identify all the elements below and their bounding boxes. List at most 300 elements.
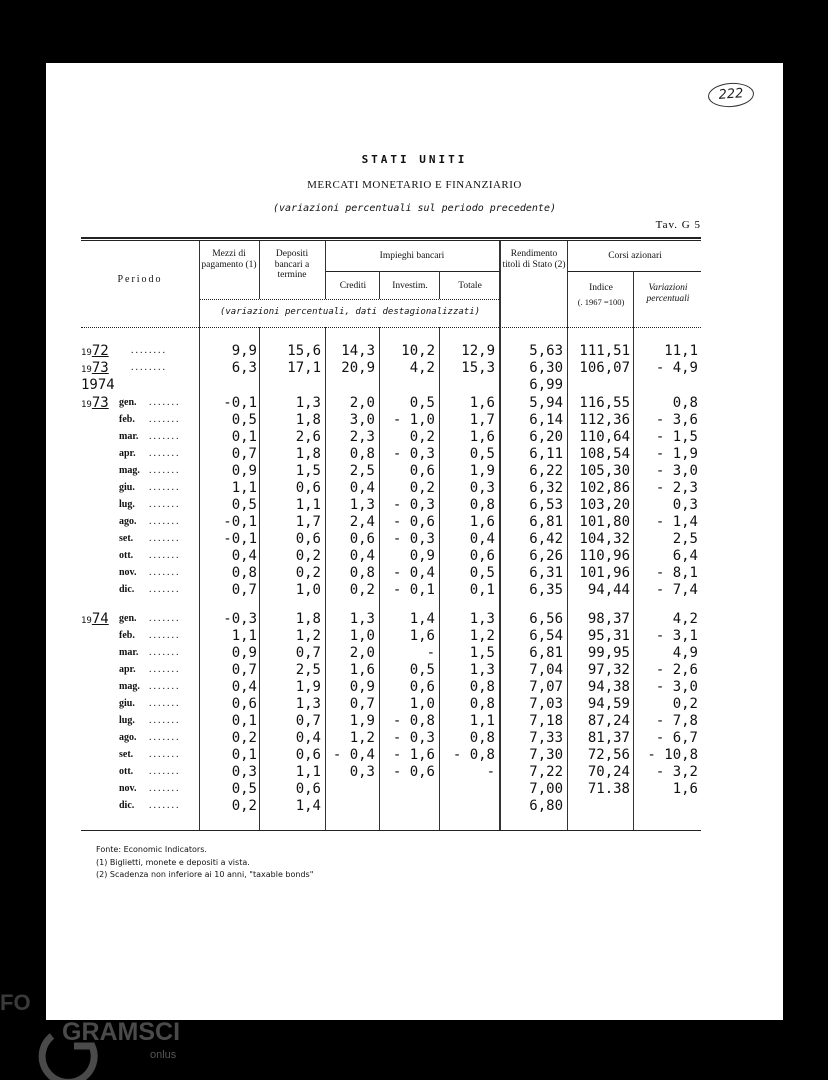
cell-col-5: 15,3 xyxy=(461,360,495,376)
period-year: 1974 xyxy=(81,377,115,393)
cell-col-6: 6,20 xyxy=(529,429,563,445)
table-row xyxy=(81,662,701,679)
cell-col-8: 4,2 xyxy=(672,611,698,627)
cell-col-1: 0,6 xyxy=(231,696,257,712)
cell-col-8: - 7,4 xyxy=(655,582,698,598)
cell-col-5: 1,6 xyxy=(469,395,495,411)
cell-col-3: 1,6 xyxy=(349,662,375,678)
cell-col-5: 1,5 xyxy=(469,645,495,661)
cell-col-7: 101,96 xyxy=(579,565,630,581)
cell-col-4: - 0,6 xyxy=(392,764,435,780)
cell-col-5: 0,6 xyxy=(469,548,495,564)
cell-col-2: 1,0 xyxy=(295,582,321,598)
cell-col-2: 1,7 xyxy=(295,514,321,530)
cell-col-4: - 0,1 xyxy=(392,582,435,598)
leader-dots: ....... xyxy=(149,630,181,641)
cell-col-1: 0,1 xyxy=(231,429,257,445)
cell-col-6: 6,22 xyxy=(529,463,563,479)
cell-col-4: - 0,8 xyxy=(392,713,435,729)
table-row xyxy=(81,696,701,713)
cell-col-6: 6,11 xyxy=(529,446,563,462)
row-period xyxy=(81,611,181,627)
table-row xyxy=(81,463,701,480)
cell-col-8: - 3,2 xyxy=(655,764,698,780)
cell-col-1: 0,1 xyxy=(231,747,257,763)
header-periodo: Periodo xyxy=(117,274,163,285)
cell-col-6: 6,53 xyxy=(529,497,563,513)
cell-col-6: 6,81 xyxy=(529,514,563,530)
cell-col-1: 0,2 xyxy=(231,798,257,814)
cell-col-2: 0,7 xyxy=(295,713,321,729)
table-note: (variazioni percentuali sul periodo precedente) xyxy=(273,203,556,214)
cell-col-2: 1,4 xyxy=(295,798,321,814)
cell-col-4: - 0,3 xyxy=(392,497,435,513)
cell-col-8: - 1,9 xyxy=(655,446,698,462)
col-divider xyxy=(259,241,260,299)
cell-col-7: 94,38 xyxy=(587,679,630,695)
table-row xyxy=(81,395,701,412)
leader-dots: ....... xyxy=(149,647,181,658)
period-month: ago. xyxy=(119,516,137,527)
cell-col-6: 7,30 xyxy=(529,747,563,763)
cell-col-6: 7,22 xyxy=(529,764,563,780)
table-row xyxy=(81,628,701,645)
cell-col-4: 0,5 xyxy=(409,395,435,411)
cell-col-3: 1,3 xyxy=(349,497,375,513)
cell-col-8: - 7,8 xyxy=(655,713,698,729)
cell-col-7: 97,32 xyxy=(587,662,630,678)
cell-col-3: 3,0 xyxy=(349,412,375,428)
cell-col-1: -0,1 xyxy=(223,395,257,411)
table-row xyxy=(81,764,701,781)
cell-col-4: - 1,6 xyxy=(392,747,435,763)
cell-col-3: 0,8 xyxy=(349,565,375,581)
cell-col-6: 5,94 xyxy=(529,395,563,411)
cell-col-5: 0,8 xyxy=(469,497,495,513)
header-investim: Investim. xyxy=(392,281,428,291)
row-period xyxy=(81,360,167,376)
table-row xyxy=(81,429,701,446)
cell-col-1: -0,3 xyxy=(223,611,257,627)
cell-col-4: - 0,4 xyxy=(392,565,435,581)
period-month: ago. xyxy=(119,732,137,743)
table-row xyxy=(81,611,701,628)
cell-col-3: 0,6 xyxy=(349,531,375,547)
cell-col-3: 0,2 xyxy=(349,582,375,598)
cell-col-3: 1,3 xyxy=(349,611,375,627)
table-row xyxy=(81,565,701,582)
cell-col-7: 99,95 xyxy=(587,645,630,661)
cell-col-8: - 4,9 xyxy=(655,360,698,376)
footnote-1: (1) Biglietti, monete e depositi a vista. xyxy=(96,858,250,867)
cell-col-3: 0,4 xyxy=(349,548,375,564)
col-divider xyxy=(379,271,380,299)
period-month: gen. xyxy=(119,613,137,624)
cell-col-6: 5,63 xyxy=(529,343,563,359)
cell-col-4: - 1,0 xyxy=(392,412,435,428)
table-subtitle: MERCATI MONETARIO E FINANZIARIO xyxy=(307,179,522,191)
table-row xyxy=(81,377,701,394)
header-indice: Indice xyxy=(589,283,613,293)
period-month: lug. xyxy=(119,715,135,726)
table-bottom-rule xyxy=(81,830,701,831)
cell-col-3: 0,3 xyxy=(349,764,375,780)
cell-col-1: 0,5 xyxy=(231,497,257,513)
leader-dots: ....... xyxy=(149,715,181,726)
cell-col-2: 0,4 xyxy=(295,730,321,746)
cell-col-7: 87,24 xyxy=(587,713,630,729)
cell-col-8: - 2,6 xyxy=(655,662,698,678)
cell-col-7: 95,31 xyxy=(587,628,630,644)
cell-col-1: -0,1 xyxy=(223,531,257,547)
row-period xyxy=(81,395,181,411)
cell-col-4: - 0,3 xyxy=(392,446,435,462)
leader-dots: ....... xyxy=(149,584,181,595)
period-month: apr. xyxy=(119,664,136,675)
leader-dots: ....... xyxy=(149,499,181,510)
cell-col-4: - 0,3 xyxy=(392,531,435,547)
cell-col-7: 111,51 xyxy=(579,343,630,359)
cell-col-6: 7,18 xyxy=(529,713,563,729)
cell-col-5: 1,6 xyxy=(469,514,495,530)
cell-col-6: 6,80 xyxy=(529,798,563,814)
cell-col-4: - 0,3 xyxy=(392,730,435,746)
cell-col-2: 1,1 xyxy=(295,497,321,513)
cell-col-3: 0,8 xyxy=(349,446,375,462)
table-row xyxy=(81,480,701,497)
period-month: ott. xyxy=(119,550,134,561)
cell-col-8: 2,5 xyxy=(672,531,698,547)
cell-col-5: 1,6 xyxy=(469,429,495,445)
header-depositi: Depositi bancari a termine xyxy=(274,249,310,280)
cell-col-8: 0,3 xyxy=(672,497,698,513)
cell-col-2: 17,1 xyxy=(287,360,321,376)
cell-col-1: 6,3 xyxy=(231,360,257,376)
cell-col-6: 6,14 xyxy=(529,412,563,428)
cell-col-7: 106,07 xyxy=(579,360,630,376)
leader-dots: ....... xyxy=(149,567,181,578)
cell-col-7: 94,59 xyxy=(587,696,630,712)
cell-col-1: 0,7 xyxy=(231,446,257,462)
watermark-word-3: onlus xyxy=(150,1049,177,1061)
cell-col-6: 6,56 xyxy=(529,611,563,627)
cell-col-4: 1,6 xyxy=(409,628,435,644)
cell-col-1: 0,2 xyxy=(231,730,257,746)
cell-col-3: 0,7 xyxy=(349,696,375,712)
period-year: 73 xyxy=(91,360,109,376)
header-indice-base: (. 1967 =100) xyxy=(577,297,625,307)
cell-col-7: 110,64 xyxy=(579,429,630,445)
period-month: feb. xyxy=(119,630,135,641)
cell-col-3: 2,0 xyxy=(349,395,375,411)
period-month: dic. xyxy=(119,800,135,811)
leader-dots: ....... xyxy=(149,516,181,527)
table-row xyxy=(81,713,701,730)
cell-col-8: - 10,8 xyxy=(647,747,698,763)
cell-col-2: 0,2 xyxy=(295,548,321,564)
cell-col-7: 110,96 xyxy=(579,548,630,564)
footnote-2: (2) Scadenza non inferiore ai 10 anni, "taxable bonds" xyxy=(96,870,314,879)
cell-col-1: 0,4 xyxy=(231,679,257,695)
cell-col-2: 0,6 xyxy=(295,531,321,547)
leader-dots: ....... xyxy=(149,414,181,425)
period-month: giu. xyxy=(119,482,135,493)
cell-col-7: 71.38 xyxy=(587,781,630,797)
cell-col-8: - 8,1 xyxy=(655,565,698,581)
leader-dots: ....... xyxy=(149,533,181,544)
cell-col-1: 0,4 xyxy=(231,548,257,564)
cell-col-5: 0,8 xyxy=(469,730,495,746)
watermark-logo xyxy=(0,988,220,1080)
cell-col-2: 0,6 xyxy=(295,480,321,496)
cell-col-7: 81,37 xyxy=(587,730,630,746)
cell-col-8: - 3,1 xyxy=(655,628,698,644)
cell-col-7: 116,55 xyxy=(579,395,630,411)
cell-col-2: 1,1 xyxy=(295,764,321,780)
impieghi-rule xyxy=(325,271,499,272)
period-month: mag. xyxy=(119,465,140,476)
cell-col-1: 1,1 xyxy=(231,628,257,644)
table-row xyxy=(81,446,701,463)
row-period xyxy=(81,377,115,393)
header-corsi: Corsi azionari xyxy=(608,251,662,261)
cell-col-8: 11,1 xyxy=(664,343,698,359)
watermark-word-2: GRAMSCI xyxy=(62,1018,181,1046)
leader-dots: ....... xyxy=(149,664,181,675)
table-top-rule-2 xyxy=(81,240,701,241)
table-top-rule xyxy=(81,237,701,239)
header-impieghi: Impieghi bancari xyxy=(379,251,445,261)
cell-col-5: 1,7 xyxy=(469,412,495,428)
cell-col-3: 2,5 xyxy=(349,463,375,479)
cell-col-7: 72,56 xyxy=(587,747,630,763)
cell-col-3: 1,9 xyxy=(349,713,375,729)
period-month: gen. xyxy=(119,397,137,408)
cell-col-8: 4,9 xyxy=(672,645,698,661)
table-reference: Tav. G 5 xyxy=(655,219,701,231)
cell-col-8: - 6,7 xyxy=(655,730,698,746)
cell-col-3: 1,0 xyxy=(349,628,375,644)
cell-col-7: 94,44 xyxy=(587,582,630,598)
cell-col-2: 0,7 xyxy=(295,645,321,661)
cell-col-6: 6,30 xyxy=(529,360,563,376)
document-page xyxy=(46,63,783,1020)
cell-col-2: 15,6 xyxy=(287,343,321,359)
period-month: set. xyxy=(119,749,134,760)
footnote-source: Fonte: Economic Indicators. xyxy=(96,845,207,854)
cell-col-2: 0,6 xyxy=(295,781,321,797)
header-variazioni: Variazioni percentuali xyxy=(646,283,690,304)
header-rendimento: Rendimento titoli di Stato (2) xyxy=(502,249,566,270)
cell-col-3: 1,2 xyxy=(349,730,375,746)
cell-col-3: 2,3 xyxy=(349,429,375,445)
col-divider xyxy=(439,271,440,299)
cell-col-2: 1,3 xyxy=(295,696,321,712)
cell-col-1: 0,5 xyxy=(231,781,257,797)
corsi-rule xyxy=(567,271,701,272)
cell-col-8: 1,6 xyxy=(672,781,698,797)
cell-col-1: 1,1 xyxy=(231,480,257,496)
cell-col-6: 6,54 xyxy=(529,628,563,644)
table-row xyxy=(81,548,701,565)
cell-col-1: 9,9 xyxy=(231,343,257,359)
cell-col-2: 1,3 xyxy=(295,395,321,411)
cell-col-7: 103,20 xyxy=(579,497,630,513)
table-row xyxy=(81,514,701,531)
cell-col-7: 102,86 xyxy=(579,480,630,496)
cell-col-4: - xyxy=(426,645,435,661)
table-row xyxy=(81,645,701,662)
cell-col-2: 0,2 xyxy=(295,565,321,581)
cell-col-6: 6,42 xyxy=(529,531,563,547)
table-row xyxy=(81,747,701,764)
cell-col-4: 10,2 xyxy=(401,343,435,359)
cell-col-5: 1,9 xyxy=(469,463,495,479)
cell-col-6: 6,31 xyxy=(529,565,563,581)
cell-col-5: - xyxy=(486,764,495,780)
cell-col-3: 14,3 xyxy=(341,343,375,359)
cell-col-1: 0,1 xyxy=(231,713,257,729)
data-table xyxy=(81,237,701,831)
period-year: 74 xyxy=(91,611,109,627)
cell-col-7: 104,32 xyxy=(579,531,630,547)
cell-col-8: - 1,5 xyxy=(655,429,698,445)
row-period xyxy=(81,343,167,359)
subnote-rule xyxy=(199,299,499,300)
cell-col-2: 1,8 xyxy=(295,412,321,428)
cell-col-3: 2,0 xyxy=(349,645,375,661)
leader-dots: ....... xyxy=(149,698,181,709)
leader-dots: ....... xyxy=(149,800,181,811)
cell-col-5: 0,5 xyxy=(469,565,495,581)
cell-col-4: 0,6 xyxy=(409,463,435,479)
table-row xyxy=(81,360,701,377)
cell-col-3: 2,4 xyxy=(349,514,375,530)
leader-dots: ....... xyxy=(149,448,181,459)
cell-col-8: 0,2 xyxy=(672,696,698,712)
period-month: lug. xyxy=(119,499,135,510)
cell-col-7: 70,24 xyxy=(587,764,630,780)
period-month: mar. xyxy=(119,431,139,442)
cell-col-4: 0,5 xyxy=(409,662,435,678)
leader-dots: ....... xyxy=(149,482,181,493)
cell-col-4: 1,0 xyxy=(409,696,435,712)
leader-dots: ........ xyxy=(131,345,167,356)
table-row xyxy=(81,798,701,815)
table-row xyxy=(81,730,701,747)
cell-col-7: 101,80 xyxy=(579,514,630,530)
cell-col-5: 12,9 xyxy=(461,343,495,359)
leader-dots: ....... xyxy=(149,465,181,476)
cell-col-2: 1,2 xyxy=(295,628,321,644)
cell-col-8: - 2,3 xyxy=(655,480,698,496)
cell-col-1: 0,7 xyxy=(231,662,257,678)
period-month: feb. xyxy=(119,414,135,425)
cell-col-3: 20,9 xyxy=(341,360,375,376)
cell-col-4: 1,4 xyxy=(409,611,435,627)
archive-stamp: 222 xyxy=(707,81,755,108)
header-crediti: Crediti xyxy=(339,281,367,291)
header-mezzi: Mezzi di pagamento (1) xyxy=(201,249,257,270)
leader-dots: ....... xyxy=(149,783,181,794)
leader-dots: ....... xyxy=(149,431,181,442)
cell-col-5: 0,8 xyxy=(469,696,495,712)
period-year: 72 xyxy=(91,343,109,359)
col-divider xyxy=(325,241,326,299)
cell-col-4: - 0,6 xyxy=(392,514,435,530)
cell-col-8: - 3,0 xyxy=(655,463,698,479)
cell-col-6: 6,35 xyxy=(529,582,563,598)
period-century: 19 xyxy=(81,616,92,626)
cell-col-6: 7,00 xyxy=(529,781,563,797)
cell-col-4: 0,2 xyxy=(409,480,435,496)
cell-col-1: 0,7 xyxy=(231,582,257,598)
cell-col-3: - 0,4 xyxy=(332,747,375,763)
period-month: nov. xyxy=(119,783,137,794)
cell-col-2: 1,8 xyxy=(295,611,321,627)
table-row xyxy=(81,582,701,599)
cell-col-6: 6,26 xyxy=(529,548,563,564)
cell-col-2: 1,8 xyxy=(295,446,321,462)
table-row xyxy=(81,781,701,798)
period-year: 73 xyxy=(91,395,109,411)
header-bottom-rule xyxy=(81,327,701,328)
cell-col-1: -0,1 xyxy=(223,514,257,530)
cell-col-2: 0,6 xyxy=(295,747,321,763)
cell-col-4: 0,9 xyxy=(409,548,435,564)
cell-col-2: 1,5 xyxy=(295,463,321,479)
leader-dots: ........ xyxy=(131,362,167,373)
table-row xyxy=(81,343,701,360)
table-row xyxy=(81,531,701,548)
cell-col-5: 1,3 xyxy=(469,662,495,678)
cell-col-5: 1,3 xyxy=(469,611,495,627)
cell-col-5: - 0,8 xyxy=(452,747,495,763)
cell-col-5: 0,8 xyxy=(469,679,495,695)
cell-col-5: 0,1 xyxy=(469,582,495,598)
cell-col-6: 6,32 xyxy=(529,480,563,496)
cell-col-8: 0,8 xyxy=(672,395,698,411)
country-title: STATI UNITI xyxy=(361,153,468,166)
leader-dots: ....... xyxy=(149,732,181,743)
period-month: giu. xyxy=(119,698,135,709)
table-row xyxy=(81,679,701,696)
watermark-word-1: FO xyxy=(0,990,31,1015)
leader-dots: ....... xyxy=(149,550,181,561)
cell-col-8: - 1,4 xyxy=(655,514,698,530)
cell-col-5: 0,4 xyxy=(469,531,495,547)
header-totale: Totale xyxy=(458,281,482,291)
cell-col-6: 7,33 xyxy=(529,730,563,746)
period-month: mag. xyxy=(119,681,140,692)
cell-col-8: - 3,6 xyxy=(655,412,698,428)
cell-col-1: 0,8 xyxy=(231,565,257,581)
period-century: 19 xyxy=(81,348,92,358)
cell-col-2: 1,9 xyxy=(295,679,321,695)
cell-col-7: 108,54 xyxy=(579,446,630,462)
table-row xyxy=(81,497,701,514)
leader-dots: ....... xyxy=(149,749,181,760)
cell-col-4: 4,2 xyxy=(409,360,435,376)
cell-col-2: 2,5 xyxy=(295,662,321,678)
period-century: 19 xyxy=(81,365,92,375)
cell-col-5: 0,3 xyxy=(469,480,495,496)
cell-col-1: 0,3 xyxy=(231,764,257,780)
cell-col-3: 0,9 xyxy=(349,679,375,695)
cell-col-1: 0,9 xyxy=(231,645,257,661)
cell-col-7: 112,36 xyxy=(579,412,630,428)
cell-col-4: 0,6 xyxy=(409,679,435,695)
